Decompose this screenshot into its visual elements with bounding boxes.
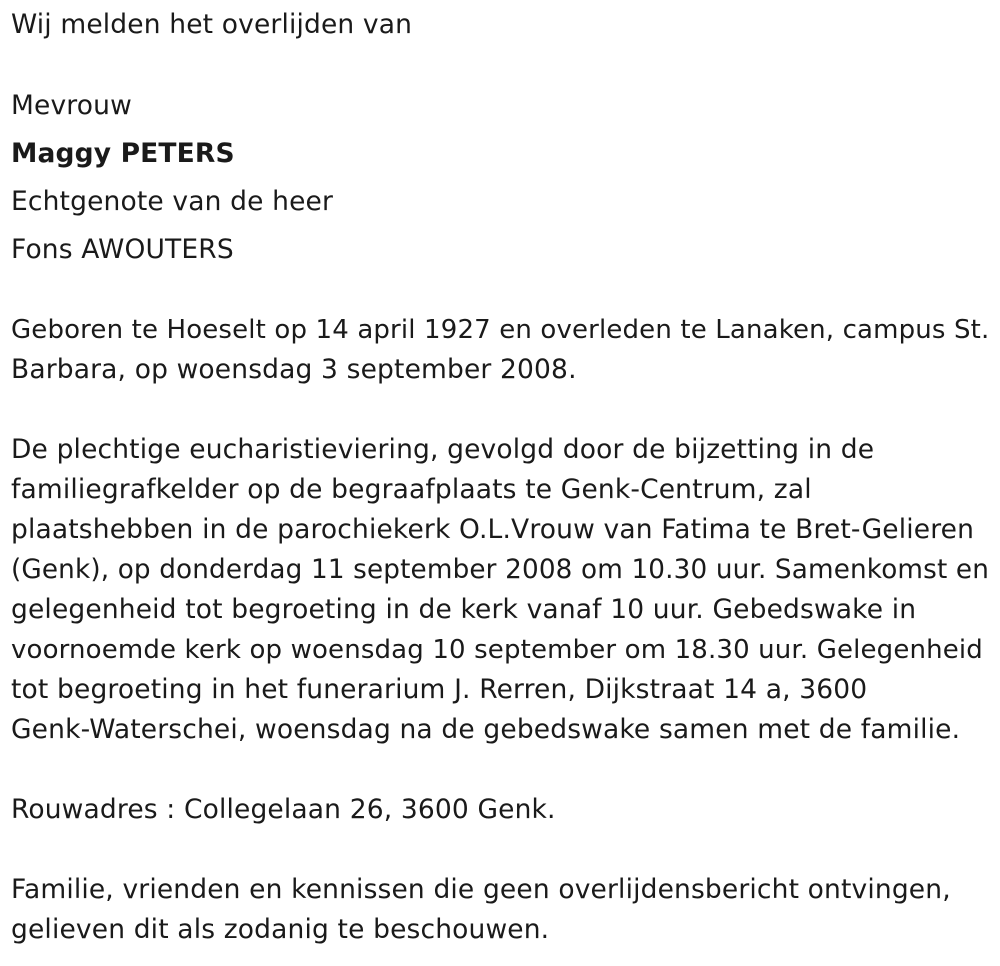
honorific: Mevrouw	[11, 90, 132, 121]
ceremony-line: familiegrafkelder op de begraafplaats te Genk-Centrum, zal	[11, 474, 812, 505]
mourning-address: Rouwadres : Collegelaan 26, 3600 Genk.	[11, 794, 556, 825]
spouse-name: Fons AWOUTERS	[11, 234, 234, 265]
ceremony-line: gelegenheid tot begroeting in de kerk vanaf 10 uur. Gebedswake in	[11, 594, 917, 625]
birth-death-line: Geboren te Hoeselt op 14 april 1927 en overleden te Lanaken, campus St.	[11, 315, 990, 345]
ceremony-line: tot begroeting in het funerarium J. Rerren, Dijkstraat 14 a, 3600	[11, 674, 868, 705]
ceremony-line: plaatshebben in de parochiekerk O.L.Vrouw van Fatima te Bret-Gelieren	[11, 514, 975, 545]
relation-text: Echtgenote van de heer	[11, 186, 334, 217]
intro-text: Wij melden het overlijden van	[11, 9, 413, 40]
ceremony-line: (Genk), op donderdag 11 september 2008 om 10.30 uur. Samenkomst en	[11, 555, 989, 585]
closing-line: Familie, vrienden en kennissen die geen overlijdensbericht ontvingen,	[11, 874, 951, 905]
deceased-name: Maggy PETERS	[11, 138, 235, 169]
ceremony-line: voornoemde kerk op woensdag 10 september om 18.30 uur. Gelegenheid	[11, 635, 983, 665]
birth-death-line: Barbara, op woensdag 3 september 2008.	[11, 354, 577, 385]
ceremony-line: De plechtige eucharistieviering, gevolgd door de bijzetting in de	[11, 434, 875, 465]
closing-line: gelieven dit als zodanig te beschouwen.	[11, 914, 550, 945]
ceremony-line: Genk-Waterschei, woensdag na de gebedswake samen met de familie.	[11, 714, 961, 745]
